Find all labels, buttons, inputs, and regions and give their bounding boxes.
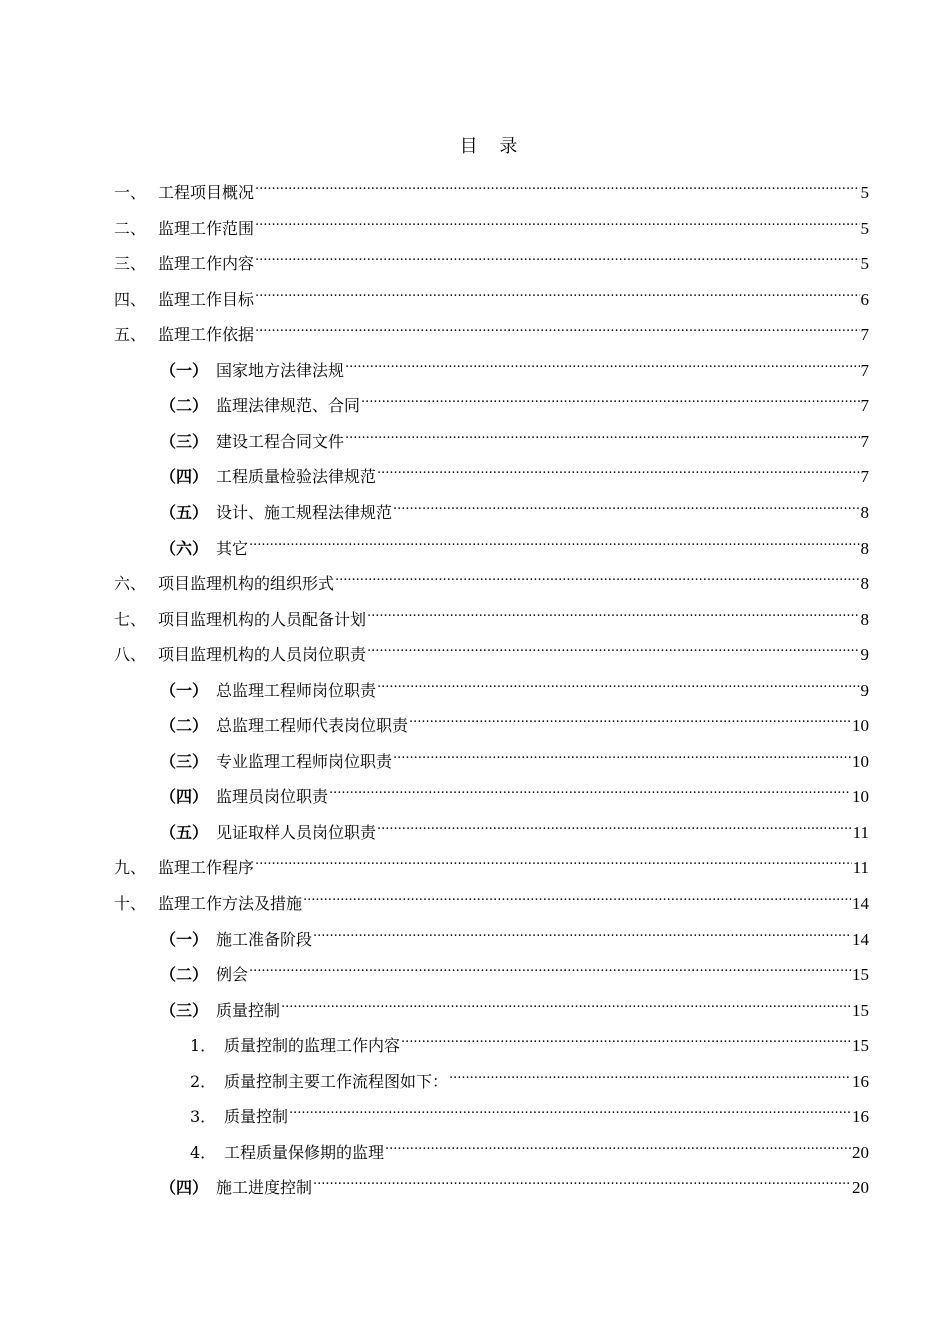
toc-dot-leader (393, 488, 859, 518)
toc-dot-leader (345, 417, 859, 447)
toc-dot-leader (255, 310, 859, 340)
toc-entry-title: 监理法律规范、合同 (216, 396, 361, 416)
toc-entry-title: 项目监理机构的人员岗位职责 (158, 645, 367, 665)
toc-entry[interactable] (114, 595, 869, 629)
toc-dot-leader (303, 879, 851, 909)
toc-dot-leader (367, 630, 859, 660)
toc-entry-title: 质量控制主要工作流程图如下： (224, 1071, 449, 1091)
toc-entry[interactable] (160, 772, 869, 807)
toc-entry-number: （六） (160, 538, 209, 558)
toc-entry[interactable] (160, 701, 869, 736)
toc-dot-leader (313, 1163, 851, 1193)
toc-entry-number: 二、 (114, 218, 147, 238)
toc-entry[interactable] (114, 275, 869, 309)
toc-entry[interactable] (114, 310, 869, 345)
toc-entry-number: （五） (160, 502, 209, 522)
toc-entry[interactable] (160, 737, 869, 771)
toc-entry[interactable] (190, 1057, 869, 1091)
toc-dot-leader (255, 168, 859, 198)
toc-entry-page-number: 16 (852, 1107, 869, 1127)
toc-entry-number: 六、 (114, 574, 147, 594)
toc-entry-page-number: 7 (860, 467, 869, 487)
toc-entry-title: 建设工程合同文件 (216, 431, 345, 451)
toc-entry-number: 一、 (114, 183, 147, 202)
toc-dot-leader (255, 204, 859, 234)
toc-dot-leader (249, 950, 851, 980)
toc-entry-page-number: 10 (852, 751, 869, 771)
toc-dot-leader (377, 666, 859, 696)
toc-dot-leader (249, 524, 859, 554)
toc-entry-title: 项目监理机构的组织形式 (158, 574, 335, 594)
toc-entry-number: 4． (190, 1142, 217, 1162)
toc-entry-number: （四） (160, 1178, 209, 1198)
toc-entry-number: （五） (160, 822, 209, 842)
toc-entry-page-number: 14 (852, 894, 869, 913)
toc-dot-leader (401, 1021, 851, 1051)
toc-entry-title: 例会 (216, 965, 249, 985)
toc-entry-number: 1． (190, 1036, 217, 1056)
toc-entry-title: 专业监理工程师岗位职责 (216, 751, 393, 771)
toc-entry-page-number: 7 (860, 360, 869, 380)
toc-entry-title: 监理工作范围 (158, 218, 255, 238)
toc-entry-title: 工程质量检验法律规范 (216, 467, 377, 487)
toc-title: 目 录 (459, 136, 526, 157)
toc-dot-leader (313, 915, 851, 945)
toc-entry[interactable] (160, 452, 869, 487)
toc-entry-page-number: 20 (852, 1178, 869, 1198)
toc-entry-number: （一） (160, 929, 209, 949)
toc-entry-number: （三） (160, 431, 209, 451)
toc-entry-page-number: 5 (860, 183, 869, 202)
toc-entry[interactable] (160, 524, 869, 558)
toc-entry[interactable] (160, 915, 869, 949)
toc-entry-page-number: 15 (852, 1000, 869, 1020)
toc-entry-title: 见证取样人员岗位职责 (216, 822, 377, 842)
toc-entry-page-number: 7 (860, 325, 869, 345)
toc-entry[interactable] (190, 1092, 869, 1127)
toc-entry-title: 施工进度控制 (216, 1178, 313, 1198)
toc-entry-number: （四） (160, 467, 209, 487)
toc-entry-number: （一） (160, 360, 209, 380)
toc-entry-number: （二） (160, 396, 209, 416)
toc-entry[interactable] (160, 488, 869, 522)
toc-entry-number: 十、 (114, 894, 147, 913)
toc-entry[interactable] (160, 1163, 869, 1198)
toc-entry-title: 监理工作目标 (158, 289, 255, 309)
toc-entry-page-number: 8 (860, 538, 869, 558)
toc-entry-page-number: 6 (860, 289, 869, 309)
toc-entry-page-number: 15 (852, 1036, 869, 1056)
toc-entry-number: 3． (190, 1107, 217, 1127)
toc-entry-title: 工程质量保修期的监理 (224, 1142, 385, 1162)
toc-entry[interactable] (114, 168, 869, 202)
toc-entry-page-number: 16 (852, 1071, 869, 1091)
toc-entry[interactable] (160, 346, 869, 380)
toc-dot-leader (289, 1092, 851, 1122)
toc-entry-page-number: 7 (860, 431, 869, 451)
toc-entry-page-number: 11 (852, 822, 869, 842)
toc-entry-title: 质量控制 (224, 1107, 289, 1127)
toc-entry-page-number: 5 (860, 218, 869, 238)
toc-entry-page-number: 20 (852, 1142, 869, 1162)
toc-entry-number: 2． (190, 1071, 217, 1091)
toc-entry[interactable] (190, 1021, 869, 1056)
toc-entry[interactable] (190, 1128, 869, 1162)
toc-entry-number: 三、 (114, 254, 147, 274)
toc-entry-title: 监理工作方法及措施 (158, 894, 303, 913)
toc-entry-page-number: 8 (860, 574, 869, 594)
toc-dot-leader (329, 772, 851, 802)
toc-dot-leader (335, 559, 859, 589)
toc-entry-number: 九、 (114, 858, 147, 878)
toc-entry[interactable] (114, 879, 869, 913)
toc-entry-page-number: 15 (852, 965, 869, 985)
toc-entry-page-number: 7 (860, 396, 869, 416)
toc-entry-title: 设计、施工规程法律规范 (216, 502, 393, 522)
toc-entry-number: （一） (160, 680, 209, 700)
toc-entry-page-number: 9 (860, 645, 869, 665)
toc-entry-page-number: 14 (852, 929, 869, 949)
toc-entry-page-number: 8 (860, 609, 869, 629)
toc-entry-title: 施工准备阶段 (216, 929, 313, 949)
toc-dot-leader (393, 737, 851, 767)
toc-entry-number: （四） (160, 787, 209, 807)
toc-entry-title: 国家地方法律法规 (216, 360, 345, 380)
toc-dot-leader (377, 808, 852, 838)
toc-entry-title: 总监理工程师代表岗位职责 (216, 716, 409, 736)
toc-entry-title: 其它 (216, 538, 249, 558)
toc-dot-leader (409, 701, 851, 731)
toc-entry-number: （二） (160, 965, 209, 985)
toc-entry-title: 工程项目概况 (158, 183, 255, 202)
toc-dot-leader (449, 1057, 851, 1087)
toc-dot-leader (361, 381, 859, 411)
toc-dot-leader (255, 275, 859, 305)
toc-entry[interactable] (160, 417, 869, 451)
toc-entry[interactable] (114, 239, 869, 274)
toc-entry-number: （二） (160, 716, 209, 736)
toc-dot-leader (385, 1128, 851, 1158)
toc-entry-title: 监理工作依据 (158, 325, 255, 345)
toc-entry-number: 七、 (114, 609, 147, 629)
toc-entry[interactable] (160, 986, 869, 1020)
toc-entry-title: 监理工作程序 (158, 858, 255, 878)
toc-dot-leader (345, 346, 859, 376)
toc-dot-leader (255, 239, 859, 269)
toc-entry[interactable] (160, 666, 869, 700)
toc-entry-page-number: 9 (860, 680, 869, 700)
toc-entry[interactable] (114, 843, 869, 878)
toc-entry[interactable] (114, 559, 869, 594)
toc-dot-leader (367, 595, 859, 625)
toc-entry-number: 八、 (114, 645, 147, 665)
toc-entry-page-number: 10 (852, 787, 869, 807)
toc-entry-title: 监理工作内容 (158, 254, 255, 274)
toc-entry[interactable] (160, 950, 869, 985)
toc-entry[interactable] (114, 630, 869, 665)
toc-entry-number: 五、 (114, 325, 147, 345)
toc-entry-number: （三） (160, 1000, 209, 1020)
toc-entry-title: 项目监理机构的人员配备计划 (158, 609, 367, 629)
toc-entry-title: 质量控制的监理工作内容 (224, 1036, 401, 1056)
toc-dot-leader (377, 452, 859, 482)
toc-entry-number: （三） (160, 751, 209, 771)
toc-entry-title: 监理员岗位职责 (216, 787, 329, 807)
toc-entry[interactable] (160, 381, 869, 416)
toc-entry[interactable] (114, 204, 869, 238)
toc-dot-leader (255, 843, 852, 873)
toc-dot-leader (281, 986, 851, 1016)
toc-entry-number: 四、 (114, 289, 147, 309)
toc-entry[interactable] (160, 808, 869, 842)
toc-entry-page-number: 5 (860, 254, 869, 274)
toc-entry-title: 总监理工程师岗位职责 (216, 680, 377, 700)
toc-entry-title: 质量控制 (216, 1000, 281, 1020)
toc-entry-page-number: 10 (852, 716, 869, 736)
toc-entry-page-number: 8 (860, 502, 869, 522)
toc-entry-page-number: 11 (852, 858, 869, 878)
